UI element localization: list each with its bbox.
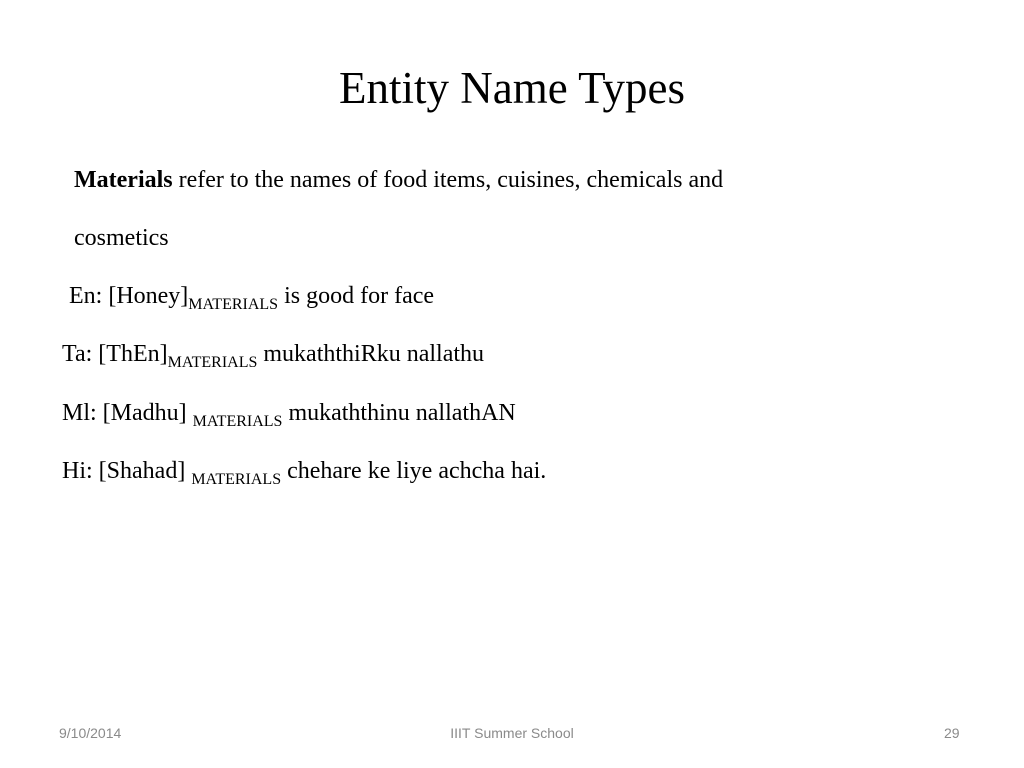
definition-line-2: [74, 223, 169, 253]
example-en: [69, 281, 434, 314]
footer-date: 9/10/2014: [59, 725, 122, 741]
example-rest: mukaththinu nallathAN: [288, 400, 516, 426]
example-prefix: En: [Honey]: [69, 283, 189, 309]
example-rest: is good for face: [284, 283, 435, 309]
footer-center-text: IIIT Summer School: [450, 725, 574, 741]
example-ta: [62, 339, 484, 372]
example-prefix: Ta: [ThEn]: [62, 341, 168, 367]
example-hi: [62, 456, 546, 489]
definition-term: Materials: [74, 167, 173, 193]
example-tag: MATERIALS: [167, 354, 258, 371]
footer-page-number: 29: [944, 725, 960, 741]
slide-title: Entity Name Types: [339, 63, 685, 113]
definition-text-2: cosmetics: [74, 225, 169, 251]
example-ml: [62, 398, 516, 431]
example-rest: chehare ke liye achcha hai.: [287, 458, 547, 484]
definition-text-1: refer to the names of food items, cuisines, chemicals and: [178, 167, 724, 193]
definition-line-1: [74, 165, 723, 195]
example-prefix: Hi: [Shahad]: [62, 458, 186, 484]
example-prefix: Ml: [Madhu]: [62, 400, 187, 426]
example-tag: MATERIALS: [188, 296, 279, 313]
example-rest: mukaththiRku nallathu: [263, 341, 485, 367]
example-tag: MATERIALS: [191, 471, 282, 488]
example-tag: MATERIALS: [192, 413, 283, 430]
